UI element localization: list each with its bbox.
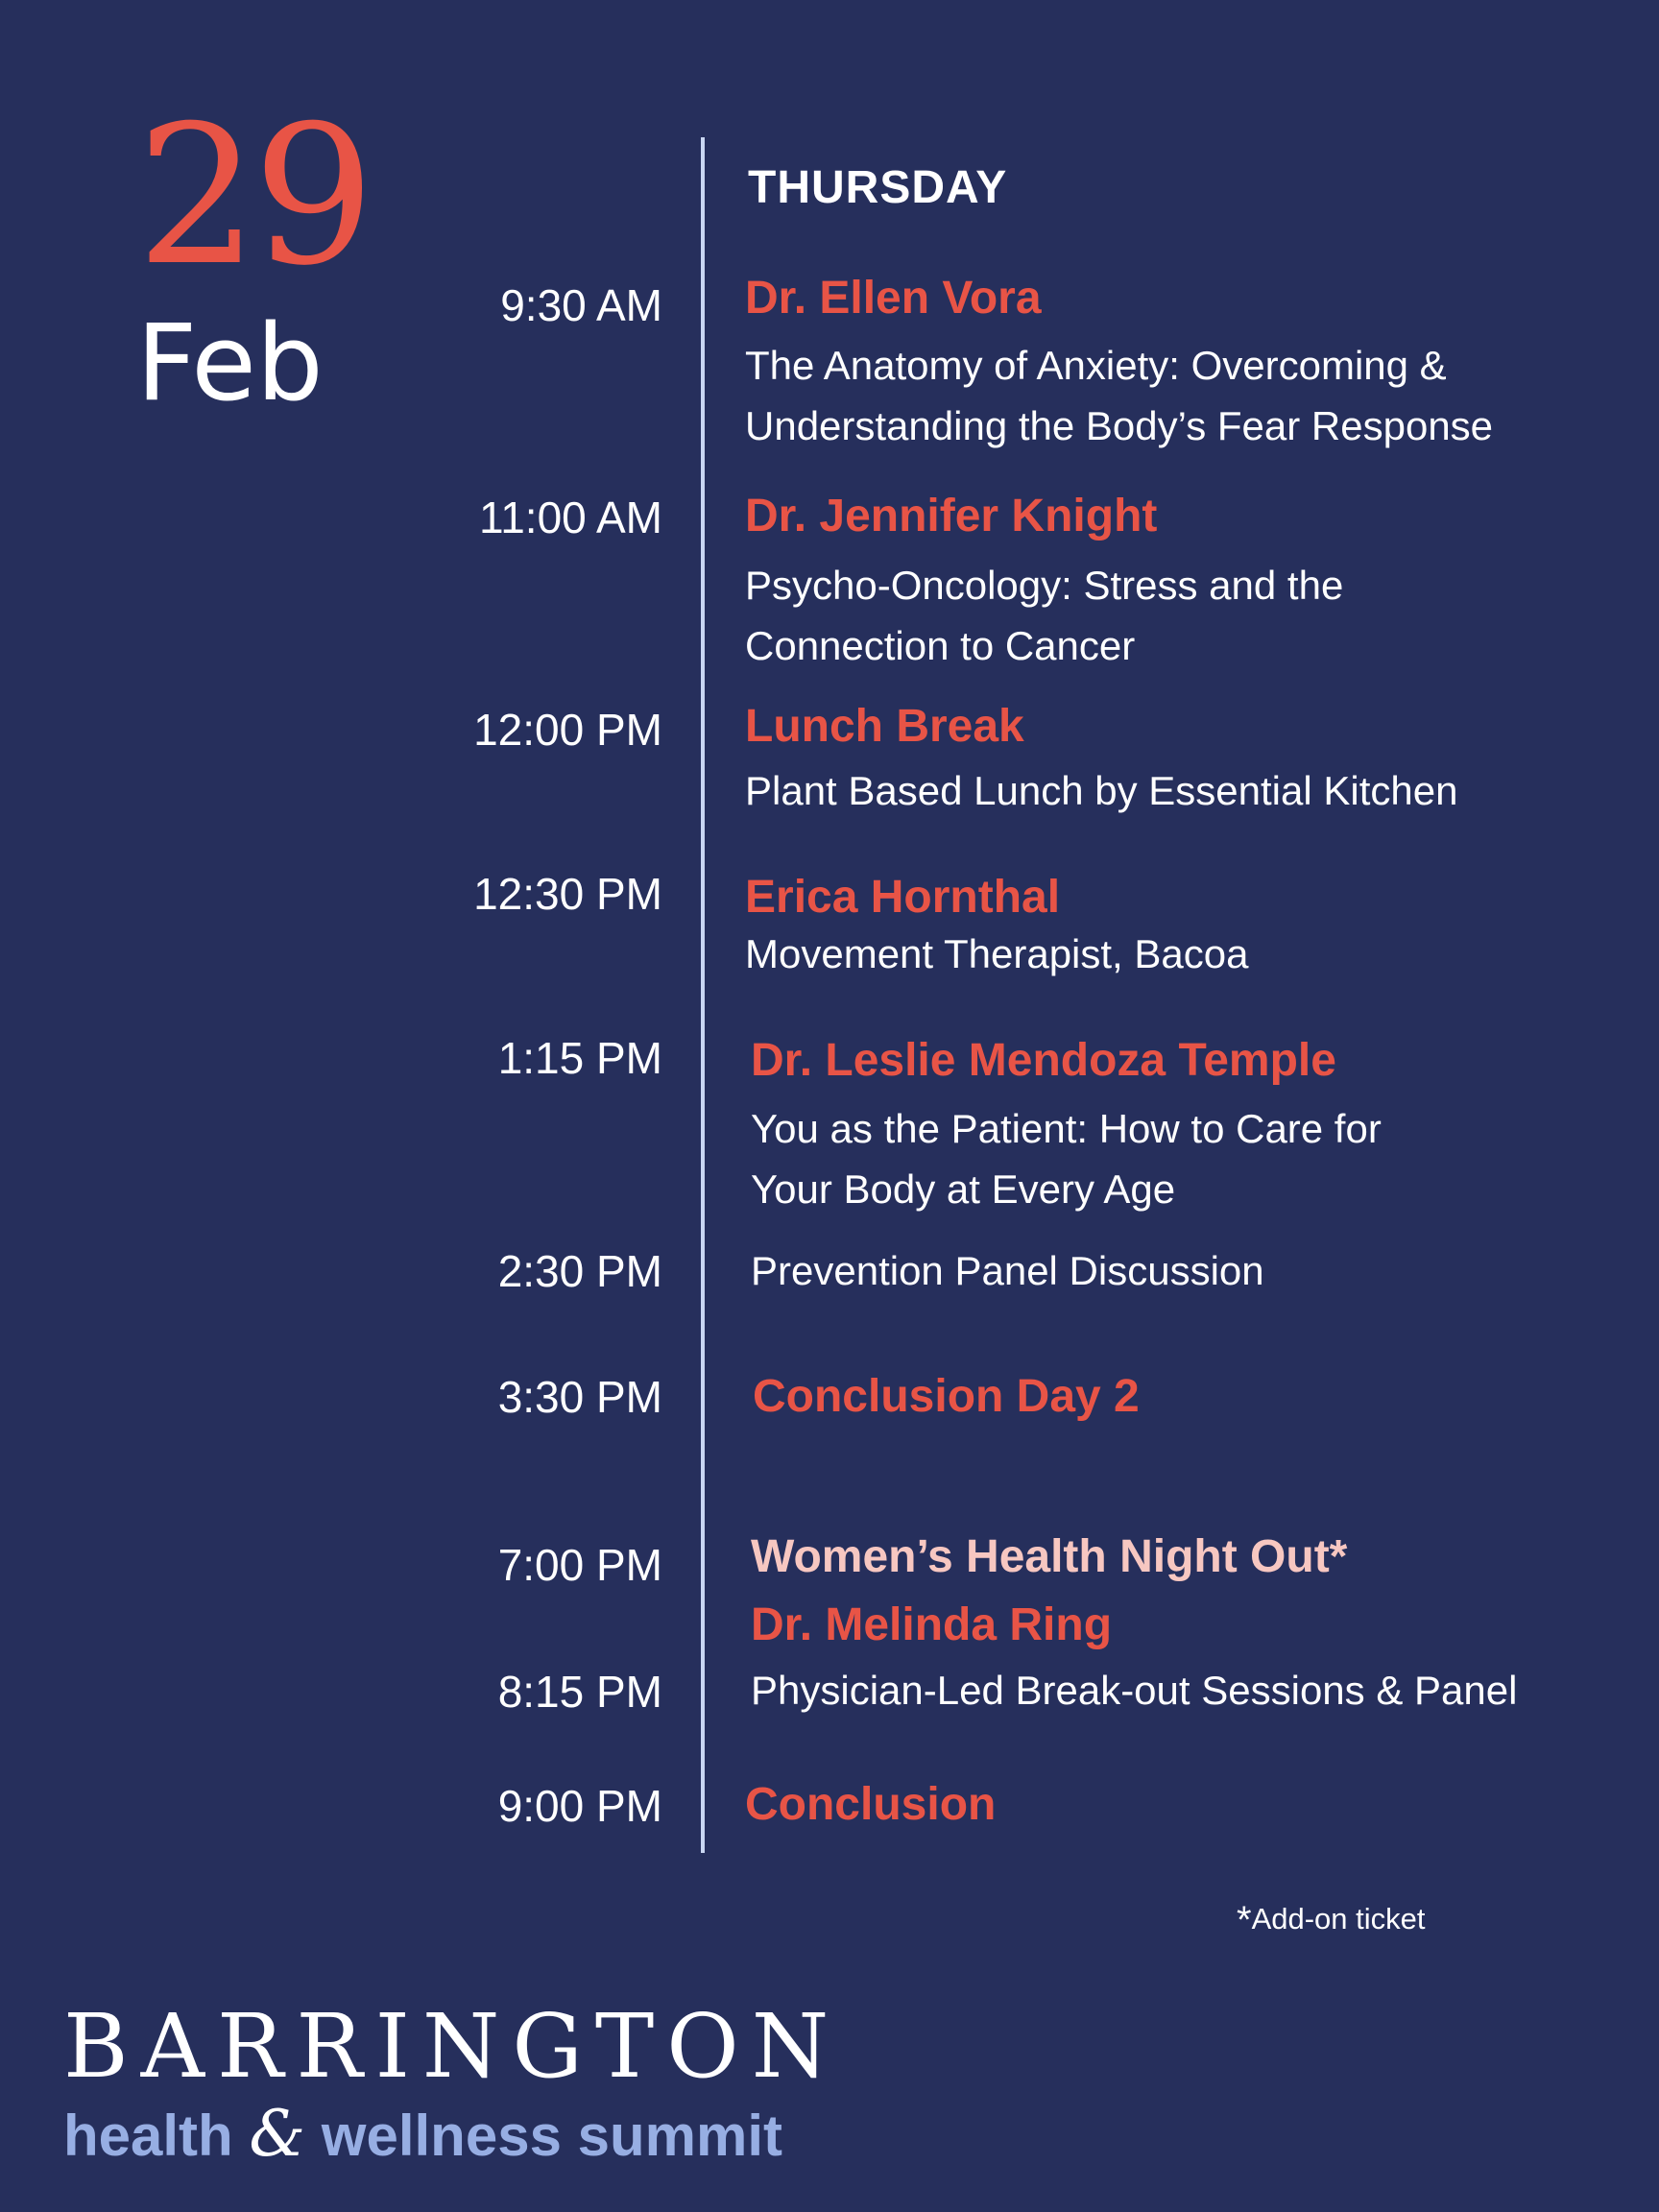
schedule-title: Dr. Melinda Ring xyxy=(751,1599,1113,1650)
schedule-time: 11:00 AM xyxy=(479,493,662,542)
schedule-time: 2:30 PM xyxy=(497,1246,662,1296)
schedule-desc-line: Psycho-Oncology: Stress and the xyxy=(745,563,1344,608)
date-day: 29 xyxy=(136,84,370,308)
schedule-desc-line: The Anatomy of Anxiety: Overcoming & xyxy=(745,343,1447,388)
schedule-time: 3:30 PM xyxy=(497,1372,662,1422)
schedule-time: 8:15 PM xyxy=(497,1667,662,1717)
timeline-divider xyxy=(701,137,705,1853)
schedule-title-addon: Women’s Health Night Out* xyxy=(751,1531,1348,1582)
schedule-desc-line: Physician-Led Break-out Sessions & Panel xyxy=(751,1668,1518,1713)
schedule-time: 7:00 PM xyxy=(497,1540,662,1590)
addon-footnote xyxy=(1237,1899,1426,1942)
footnote-text: Add-on ticket xyxy=(1251,1902,1426,1936)
schedule-desc-line: Understanding the Body’s Fear Response xyxy=(745,403,1494,448)
schedule-title: Dr. Leslie Mendoza Temple xyxy=(751,1035,1336,1086)
schedule-title: Conclusion xyxy=(745,1779,997,1830)
brand-name: BARRINGTON xyxy=(63,1995,842,2098)
schedule-desc-line: Connection to Cancer xyxy=(745,623,1136,668)
schedule-desc-line: Plant Based Lunch by Essential Kitchen xyxy=(745,768,1458,813)
schedule-title: Conclusion Day 2 xyxy=(753,1371,1140,1422)
weekday-heading: THURSDAY xyxy=(748,162,1008,213)
brand-tagline-part: wellness summit xyxy=(321,2104,782,2168)
date-month: Feb xyxy=(136,301,324,424)
schedule-time: 1:15 PM xyxy=(497,1033,662,1083)
schedule-title: Erica Hornthal xyxy=(745,872,1061,923)
schedule-desc-line: Movement Therapist, Bacoa xyxy=(745,931,1249,976)
schedule-title: Lunch Break xyxy=(745,701,1024,752)
brand-tagline xyxy=(63,2097,782,2171)
schedule-title: Dr. Jennifer Knight xyxy=(745,491,1158,541)
brand-tagline-part: health xyxy=(63,2104,233,2168)
schedule-time: 9:30 AM xyxy=(500,280,662,330)
footnote-asterisk: * xyxy=(1237,1899,1252,1941)
schedule-title: Dr. Ellen Vora xyxy=(745,273,1042,324)
schedule-time: 12:30 PM xyxy=(473,869,662,919)
schedule-time: 12:00 PM xyxy=(473,705,662,755)
brand-tagline-ampersand: & xyxy=(249,2097,306,2171)
schedule-desc-line: Your Body at Every Age xyxy=(751,1166,1176,1212)
schedule-desc-line: Prevention Panel Discussion xyxy=(751,1248,1264,1293)
schedule-desc-line: You as the Patient: How to Care for xyxy=(751,1106,1382,1151)
schedule-time: 9:00 PM xyxy=(497,1781,662,1831)
